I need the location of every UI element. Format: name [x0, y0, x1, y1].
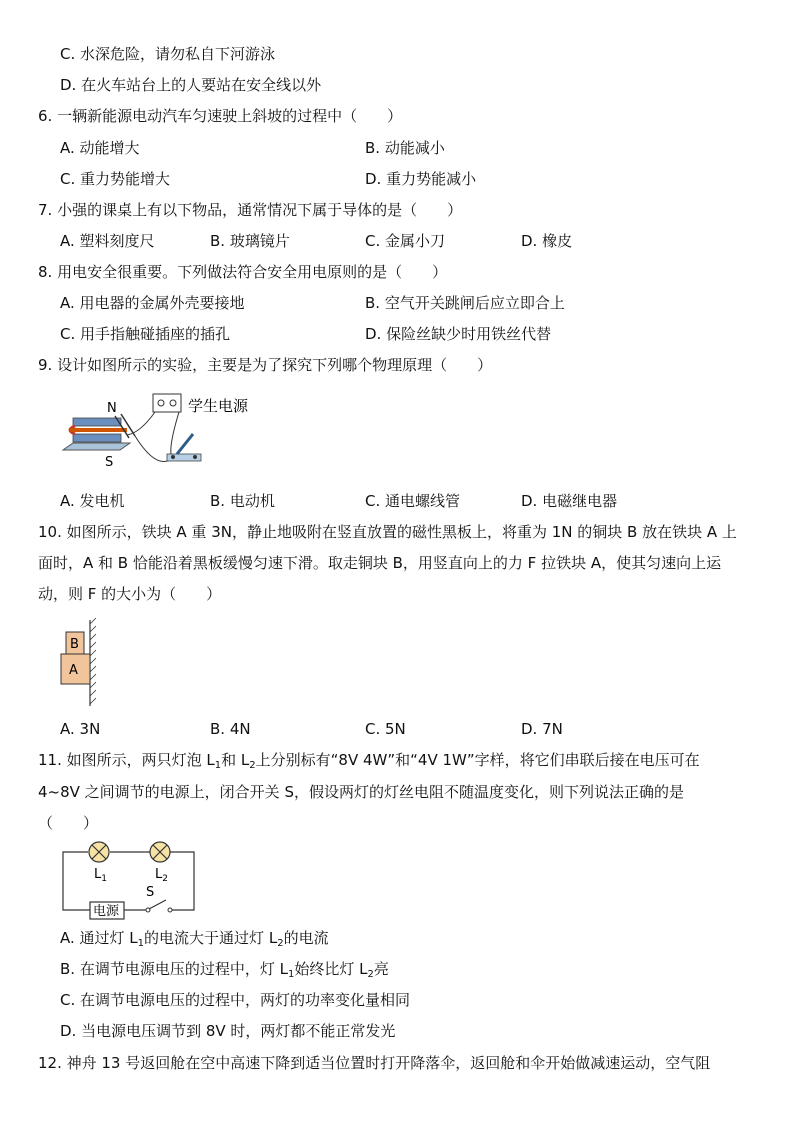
fig11-label-l2: $L_2$	[155, 867, 168, 884]
fig11-lamp-l1	[89, 842, 109, 862]
q7-stem: 7. 小强的课桌上有以下物品，通常情况下属于导体的是（ ）	[38, 201, 463, 219]
fig10-label-a: A	[69, 663, 78, 678]
q11-option-d: D. 当电源电压调节到 8V 时，两灯都不能正常发光	[60, 1022, 396, 1040]
fig10-label-b: B	[70, 637, 79, 652]
q10-figure	[58, 618, 103, 708]
q9-figure	[55, 388, 275, 473]
q10-option-c: C. 5N	[365, 720, 406, 738]
q8-option-c: C. 用手指触碰插座的插孔	[60, 325, 231, 343]
q10-stem-line3: 动，则 F 的大小为（ ）	[38, 585, 222, 603]
q7-option-c: C. 金属小刀	[365, 232, 446, 250]
fig9-magnet-bottom	[73, 434, 121, 442]
q8-option-b: B. 空气开关跳闸后应立即合上	[365, 294, 565, 312]
q10-option-a: A. 3N	[60, 720, 101, 738]
fig9-power-label: 学生电源	[188, 397, 249, 415]
q7-option-a: A. 塑料刻度尺	[60, 232, 155, 250]
q10-stem-line1: 10. 如图所示，铁块 A 重 3N，静止地吸附在竖直放置的磁性黑板上，将重为 1N 的铜块 B 放在铁块 A 上	[38, 523, 737, 541]
q8-option-d: D. 保险丝缺少时用铁丝代替	[365, 325, 552, 343]
q5-option-d: D. 在火车站台上的人要站在安全线以外	[60, 76, 322, 94]
fig11-power-label: 电源	[93, 904, 120, 919]
q10-stem-line2: 面时，A 和 B 恰能沿着黑板缓慢匀速下滑。取走铜块 B，用竖直向上的力 F 拉铁块 A，使其匀速向上运	[38, 554, 722, 572]
q11-option-b: B. 在调节电源电压的过程中，灯 $L_1$始终比灯 $L_2$亮	[60, 960, 389, 980]
fig11-lamp-l2	[150, 842, 170, 862]
q10-option-b: B. 4N	[210, 720, 251, 738]
q11-option-a: A. 通过灯 $L_1$的电流大于通过灯 $L_2$的电流	[60, 929, 329, 949]
fig11-switch	[149, 900, 166, 909]
q6-option-b: B. 动能减小	[365, 139, 445, 157]
q11-stem-line3: （ ）	[38, 814, 99, 832]
q12-stem: 12. 神舟 13 号返回舱在空中高速下降到适当位置时打开降落伞，返回舱和伞开始做减速运动，空气阻	[38, 1054, 711, 1072]
q9-option-b: B. 电动机	[210, 492, 275, 510]
q8-stem: 8. 用电安全很重要。下列做法符合安全用电原则的是（ ）	[38, 263, 448, 281]
q5-option-c: C. 水深危险，请勿私自下河游泳	[60, 45, 276, 63]
fig11-label-l1: $L_1$	[94, 867, 107, 884]
q9-option-a: A. 发电机	[60, 492, 125, 510]
q9-option-d: D. 电磁继电器	[521, 492, 618, 510]
fig9-magnet-top	[73, 418, 121, 426]
q11-circuit-figure	[58, 840, 203, 920]
q6-option-d: D. 重力势能减小	[365, 170, 477, 188]
fig9-s-label: S	[105, 455, 114, 470]
q7-option-b: B. 玻璃镜片	[210, 232, 290, 250]
q8-option-a: A. 用电器的金属外壳要接地	[60, 294, 245, 312]
q6-option-a: A. 动能增大	[60, 139, 140, 157]
q11-stem-line2: 4~8V 之间调节的电源上，闭合开关 S，假设两灯的灯丝电阻不随温度变化，则下列说法正确的是	[38, 783, 684, 801]
fig11-label-s: S	[146, 885, 155, 900]
fig9-n-label: N	[107, 401, 117, 416]
q11-option-c: C. 在调节电源电压的过程中，两灯的功率变化量相同	[60, 991, 411, 1009]
fig9-base-plate	[63, 443, 130, 450]
q7-option-d: D. 橡皮	[521, 232, 573, 250]
q11-stem-line1: 11. 如图所示，两只灯泡 $L_1$和 $L_2$上分别标有“8V 4W”和“4V 1W”字样，将它们串联后接在电压可在	[38, 751, 700, 771]
q6-option-c: C. 重力势能增大	[60, 170, 171, 188]
q10-option-d: D. 7N	[521, 720, 563, 738]
q9-option-c: C. 通电螺线管	[365, 492, 461, 510]
q6-stem: 6. 一辆新能源电动汽车匀速驶上斜坡的过程中（ ）	[38, 107, 403, 125]
q9-stem: 9. 设计如图所示的实验，主要是为了探究下列哪个物理原理（ ）	[38, 356, 493, 374]
fig9-power-supply	[153, 394, 181, 412]
